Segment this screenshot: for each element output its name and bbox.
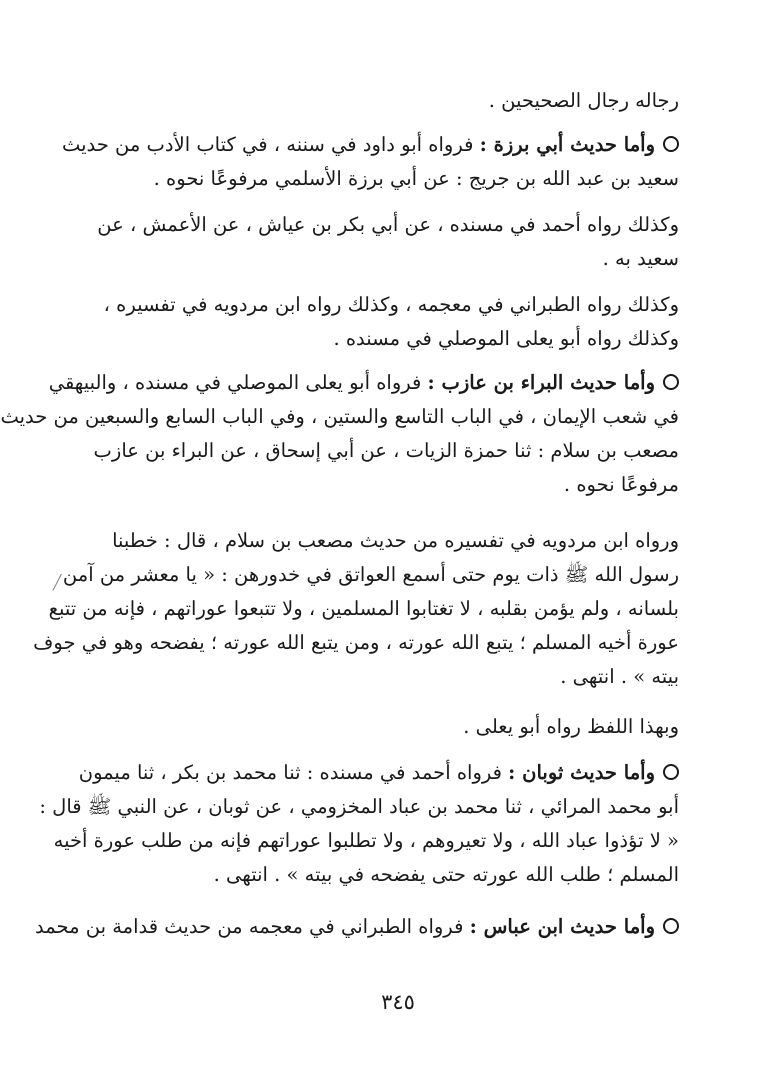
paragraph-bara [0, 366, 679, 502]
text-line: وكذلك رواه الطبراني في معجمه ، وكذلك رواه ابن مردويه في تفسيره ، [103, 293, 679, 316]
text-line: وكذلك رواه أحمد في مسنده ، عن أبي بكر بن عياش ، عن الأعمش ، عن [97, 213, 679, 236]
text-line: مصعب بن سلام : ثنا حمزة الزيات ، عن أبي إسحاق ، عن البراء بن عازب [93, 439, 679, 462]
text-line: وبهذا اللفظ رواه أبو يعلى . [463, 715, 679, 738]
paragraph-thawban [39, 756, 679, 892]
text-line: وأما حديث البراء بن عازب : فرواه أبو يعلى الموصلي في مسنده ، والبيهقي [119, 366, 679, 400]
text-line: رجاله رجال الصحيحين . [488, 89, 679, 112]
text-line: سعيد به . [602, 247, 679, 270]
paragraph-abu-barza [61, 128, 679, 196]
circle-bullet-icon [663, 764, 679, 780]
circle-bullet-icon [663, 136, 679, 152]
text-line: بلسانه ، ولم يؤمن بقلبه ، لا تغتابوا المسلمين ، ولا تتبعوا عوراتهم ، فإنه من تتبع [48, 597, 679, 620]
margin-mark: ╱ [53, 575, 62, 591]
text-line: في شعب الإيمان ، في الباب التاسع والستين ، وفي الباب السابع والسبعين من حديث [0, 405, 679, 428]
text-line: المسلم ؛ طلب الله عورته حتى يفضحه في بيته » . انتهى . [213, 863, 679, 886]
section-heading: وأما حديث أبي برزة : [479, 133, 655, 156]
paragraph-abu-yala [119, 710, 679, 744]
page-number: ٣٤٥ [381, 990, 415, 1014]
text-line: ورواه ابن مردويه في تفسيره من حديث مصعب بن سلام ، قال : خطبنا [112, 529, 679, 552]
circle-bullet-icon [663, 374, 679, 390]
text-line: سعيد بن عبد الله بن جريج : عن أبي برزة الأسلمي مرفوعًا نحوه . [153, 167, 679, 190]
text-line: وأما حديث ثوبان : فرواه أحمد في مسنده : ثنا محمد بن بكر ، ثنا ميمون [119, 756, 679, 790]
section-heading: وأما حديث ثوبان : [508, 761, 655, 784]
text-line: « لا تؤذوا عباد الله ، ولا تعيروهم ، ولا تطلبوا عوراتهم فإنه من طلب عورة أخيه [53, 829, 679, 852]
section-heading: وأما حديث ابن عباس : [469, 915, 655, 938]
section-heading: وأما حديث البراء بن عازب : [427, 371, 655, 394]
text-line: رسول الله ﷺ ذات يوم حتى أسمع العواتق في خدورهن : « يا معشر من آمن [62, 563, 679, 586]
paragraph-ahmad [97, 208, 679, 276]
paragraph-tabarani [103, 288, 679, 356]
paragraph-1 [119, 84, 679, 118]
text-line: مرفوعًا نحوه . [563, 473, 679, 496]
circle-bullet-icon [663, 918, 679, 934]
text-line: وأما حديث ابن عباس : فرواه الطبراني في معجمه من حديث قدامة بن محمد [119, 910, 679, 944]
text-line: عورة أخيه المسلم ؛ يتبع الله عورته ، ومن يتبع الله عورته ؛ يفضحه وهو في جوف [33, 631, 679, 654]
text-line: بيته » . انتهى . [560, 665, 679, 688]
text-line: أبو محمد المرائي ، ثنا محمد بن عباد المخزومي ، عن ثوبان ، عن النبي ﷺ قال : [39, 795, 679, 818]
text-line: وكذلك رواه أبو يعلى الموصلي في مسنده . [333, 327, 679, 350]
text-line: وأما حديث أبي برزة : فرواه أبو داود في سننه ، في كتاب الأدب من حديث [119, 128, 679, 162]
paragraph-ibn-mardawayh [33, 524, 679, 694]
paragraph-ibn-abbas [34, 910, 679, 944]
